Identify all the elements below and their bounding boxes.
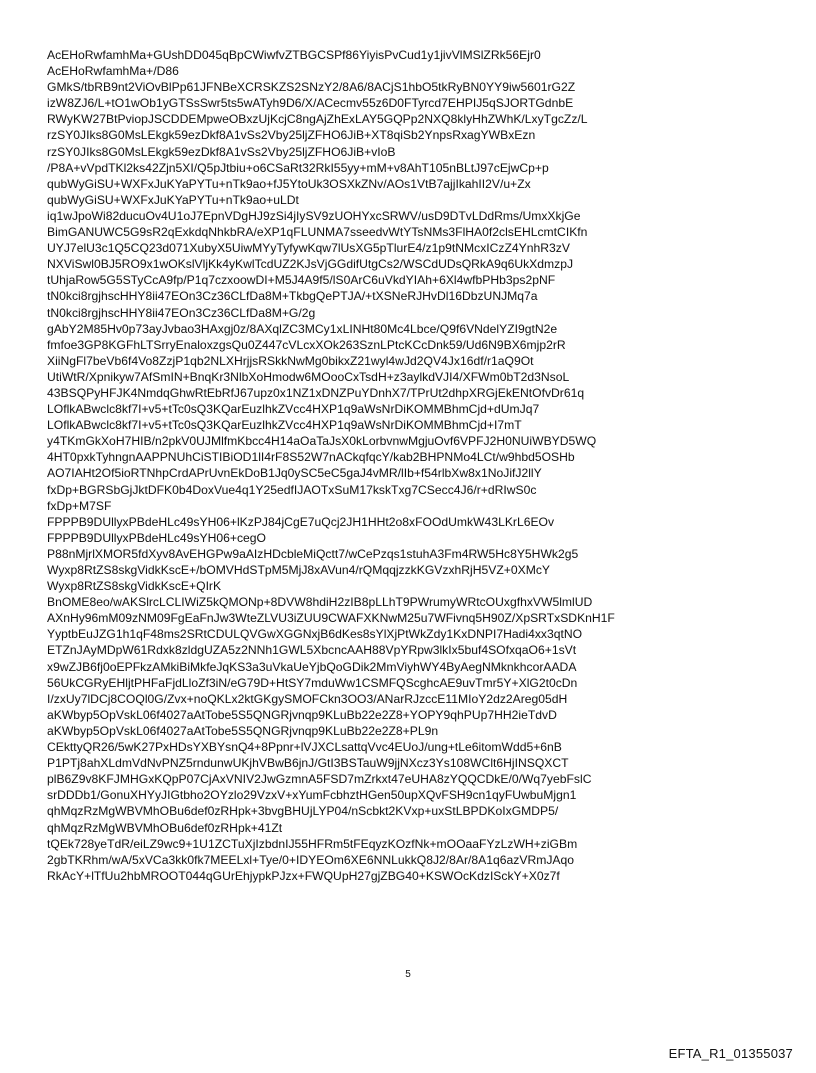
text-line: rzSY0JIks8G0MsLEkgk59ezDkf8A1vSs2Vby25ljZFHO6JiB+XT8qiSb2YnpsRxagYWBxEzn [47,128,536,143]
text-line: RWyKW27BtPviopJSCDDEMpweOBxzUjKcjC8ngAjZhExLAY5GQPp2NXQ8klyHhZWhK/LxyTgcZz/L [47,112,588,127]
text-line: tQEk728yeTdR/eiLZ9wc9+1U1ZCTuXjIzbdnIJ55HFRm5tFEqyzKOzfNk+mOOaaFYzLzWH+ziGBm [47,836,578,851]
page-number: 5 [405,969,411,980]
text-line: rzSY0JIks8G0MsLEkgk59ezDkf8A1vSs2Vby25ljZFHO6JiB+vIoB [47,144,396,159]
text-line: tUhjaRow5G5STyCcA9fp/P1q7czxoowDI+M5J4A9f5/lS0ArC6uVkdYIAh+6Xl4wfbPHb3ps2pNF [47,273,556,288]
text-line: izW8ZJ6/L+tO1wOb1yGTSsSwr5ts5wATyh9D6/X/ACecmv55z6D0FTyrcd7EHPIJ5qSJORTGdnbE [47,96,574,111]
text-line: YyptbEuJZG1h1qF48ms2SRtCDULQVGwXGGNxjB6dKes8sYlXjPtWkZdy1KxDNPI7Hadi4xx3qtNO [47,627,583,642]
text-line: RkAcY+lTfUu2hbMROOT044qGUrEhjypkPJzx+FWQUpH27gjZBG40+KSWOcKdzISckY+X0z7f [47,868,560,883]
text-line: AO7IAHt2Of5ioRTNhpCrdAPrUvnEkDoB1Jq0ySC5eC5gaJ4vMR/lIb+f54rlbXw8x1NoJifJ2llY [47,466,542,481]
text-line: XiiNgFl7beVb6f4Vo8ZzjP1qb2NLXHrjjsRSkkNwMg0bikxZ21wyl4wJd2QV4Jx16df/r1aQ9Ot [47,353,534,368]
text-line: qubWyGiSU+WXFxJuKYaPYTu+nTk9ao+fJ5YtoUk3OSXkZNv/AOs1VtB7ajjIkahII2V/u+Zx [47,176,531,191]
text-line: UtiWtR/Xpnikyw7AfSmIN+BnqKr3NlbXoHmodw6MOooCxTsdH+z3aylkdVJI4/XFWm0bT2d3NsoL [47,369,570,384]
text-line: gAbY2M85Hv0p73ayJvbao3HAxgj0z/8AXqlZC3MCy1xLINHt80Mc4Lbce/Q9f6VNdelYZI9gtN2e [47,321,558,336]
text-line: fxDp+BGRSbGjJktDFK0b4DoxVue4q1Y25edfIJAOTxSuM17kskTxg7CSecc4J6/r+dRIwS0c [47,482,537,497]
text-line: BnOME8eo/wAKSlrcLCLIWiZ5kQMONp+8DVW8hdiH2zIB8pLLhT9PWrumyWRtcOUxgfhxVW5lmlUD [47,595,593,610]
text-line: AcEHoRwfamhMa+/D86 [47,64,179,79]
text-line: P1PTj8ahXLdmVdNvPNZ5rndunwUKjhVBwB6jnJ/GtI3BSTauW9jjNXcz3Ys108WClt6HjINSQXCT [47,756,569,771]
bates-number: EFTA_R1_01355037 [668,1046,793,1061]
text-line: srDDDb1/GonuXHYyJIGtbho2OYzlo29VzxV+xYumFcbhztHGen50upXQvFSH9cn1qyFUwbuMjgn1 [47,788,577,803]
text-line: P88nMjrlXMOR5fdXyv8AvEHGPw9aAIzHDcbleMiQctt7/wCePzqs1stuhA3Fm4RW5Hc8Y5HWk2g5 [47,546,579,561]
text-line: 4HT0pxkTyhngnAAPPNUhCiSTIBiOD1lI4rF8S52W7nACkqfqcY/kab2BHPNMo4LCt/w9hbd5OSHb [47,450,575,465]
text-line: LOflkABwclc8kf7I+v5+tTc0sQ3KQarEuzlhkZVcc4HXP1q9aWsNrDiKOMMBhmCjd+I7mT [47,418,522,433]
text-line: 56UkCGRyEHljtPHFaFjdLloZf3iN/eG79D+HtSY7mduWw1CSMFQScghcAE9uvTmr5Y+XlG2t0cDn [47,675,578,690]
text-line: AcEHoRwfamhMa+GUshDD045qBpCWiwfvZTBGCSPf86YiyisPvCud1y1jivVlMSlZRk56Ejr0 [47,48,541,62]
text-line: FPPPB9DUllyxPBdeHLc49sYH06+lKzPJ84jCgE7uQcj2JH1HHt2o8xFOOdUmkW43LKrL6EOv [47,514,555,529]
text-line: NXViSwl0BJ5RO9x1wOKslVljKk4yKwlTcdUZ2KJsVjGGdifUtgCs2/WSCdUDsQRkA9q6UkXdmzpJ [47,257,574,272]
text-line: I/zxUy7lDCj8COQl0G/Zvx+noQKLx2ktGKgySMOFCkn3OO3/ANarRJzccE11MIoY2dz2Areg05dH [47,691,568,706]
text-line: y4TKmGkXoH7HIB/n2pkV0UJMlfmKbcc4H14aOaTaJsX0kLorbvnwMgjuOvf6VPFJ2H0NUiWBYD5WQ [47,434,597,449]
text-line: qubWyGiSU+WXFxJuKYaPYTu+nTk9ao+uLDt [47,192,299,207]
text-line: Wyxp8RtZS8skgVidkKscE+QIrK [47,579,222,594]
text-line: GMkS/tbRB9nt2ViOvBlPp61JFNBeXCRSKZS2SNzY2/8A6/8ACjS1hbO5tkRyBN0YY9iw5601rG2Z [47,80,576,95]
text-line: aKWbyp5OpVskL06f4027aAtTobe5S5QNGRjvnqp9KLuBb22e2Z8+YOPY9qhPUp7HH2ieTdvD [47,707,557,722]
text-line: x9wZJB6fj0oEPFkzAMkiBiMkfeJqKS3a3uVkaUeYjbQoGDik2MmViyhWY4ByAegNMknkhcorAADA [47,659,577,674]
text-line: UYJ7elU3c1Q5CQ23d071XubyX5UiwMYyTyfywKqw7lUsXG5pTlurE4/z1p9tNMcxICzZ4YnhR3zV [47,241,570,256]
text-line: BimGANUWC5G9sR2qExkdqNhkbRA/eXP1qFLUNMA7sseedvWtYTsNMs3FlHA0f2clsEHLcmtCIKfn [47,225,588,240]
text-line: FPPPB9DUllyxPBdeHLc49sYH06+cegO [47,530,266,545]
text-line: LOflkABwclc8kf7I+v5+tTc0sQ3KQarEuzlhkZVcc4HXP1q9aWsNrDiKOMMBhmCjd+dUmJq7 [47,402,540,417]
text-line: qhMqzRzMgWBVMhOBu6def0zRHpk+41Zt [47,820,283,835]
text-line: 2gbTKRhm/wA/5xVCa3kk0fk7MEELxl+Tye/0+IDYEOm6XE6NNLukkQ8J2/8Ar/8A1q6azVRmJAqo [47,852,575,867]
text-line: tN0kci8rgjhscHHY8ii47EOn3Cz36CLfDa8M+TkbgQePTJA/+tXSNeRJHvDl16DbzUNJMq7a [47,289,538,304]
text-line: plB6Z9v8KFJMHGxKQpP07CjAxVNIV2JwGzmnA5FSD7mZrkxt47eUHA8zYQQCDkE/0/Wq7yebFslC [47,772,592,787]
text-line: fmfoe3GP8KGFhLTSrryEnaloxzgsQu0Z447cVLcxXOk263SznLPtcKCcDnk59/Ud6N9BX6mjp2rR [47,337,566,352]
text-line: tN0kci8rgjhscHHY8ii47EOn3Cz36CLfDa8M+G/2g [47,305,316,320]
text-line: 43BSQPyHFJK4NmdqGhwRtEbRfJ67upz0x1NZ1xDNZPuYDnhX7/TPrUt2dhpXRGjEkENtOfvDr61q [47,385,585,400]
encoded-text-block [47,47,772,884]
text-line: AXnHy96mM09zNM09FgEaFnJw3WteZLVU3iZUU9CWAFXKNwM25u7WFivnq5H90Z/XpSRTxSDKnH1F [47,611,615,626]
text-line: fxDp+M7SF [47,498,112,513]
text-line: CEkttyQR26/5wK27PxHDsYXBYsnQ4+8Ppnr+lVJXCLsattqVvc4EUoJ/ung+tLe6itomWdd5+6nB [47,740,562,755]
text-line: /P8A+vVpdTKl2ks42Zjn5XI/Q5pJtbiu+o6CSaRt32RkI55yy+mM+v8AhT105nBLtJ97cEjwCp+p [47,160,549,175]
text-line: ETZnJAyMDpW61Rdxk8zldgUZA5z2NNh1GWL5XbcncAAH88VpYRpw3lkIx5buf4SOfxqaO6+1sVt [47,643,577,658]
text-line: aKWbyp5OpVskL06f4027aAtTobe5S5QNGRjvnqp9KLuBb22e2Z8+PL9n [47,723,439,738]
text-line: iq1wJpoWi82ducuOv4U1oJ7EpnVDgHJ9zSi4jIySV9zUOHYxcSRWV/usD9DTvLDdRms/UmxXkjGe [47,208,581,223]
text-line: qhMqzRzMgWBVMhOBu6def0zRHpk+3bvgBHUjLYP04/nScbkt2KVxp+uxStLBPDKoIxGMDP5/ [47,804,559,819]
text-line: Wyxp8RtZS8skgVidkKscE+/bOMVHdSTpM5MjJ8xAVun4/rQMqqjzzkKGVzxhRjH5VZ+0XMcY [47,563,550,577]
